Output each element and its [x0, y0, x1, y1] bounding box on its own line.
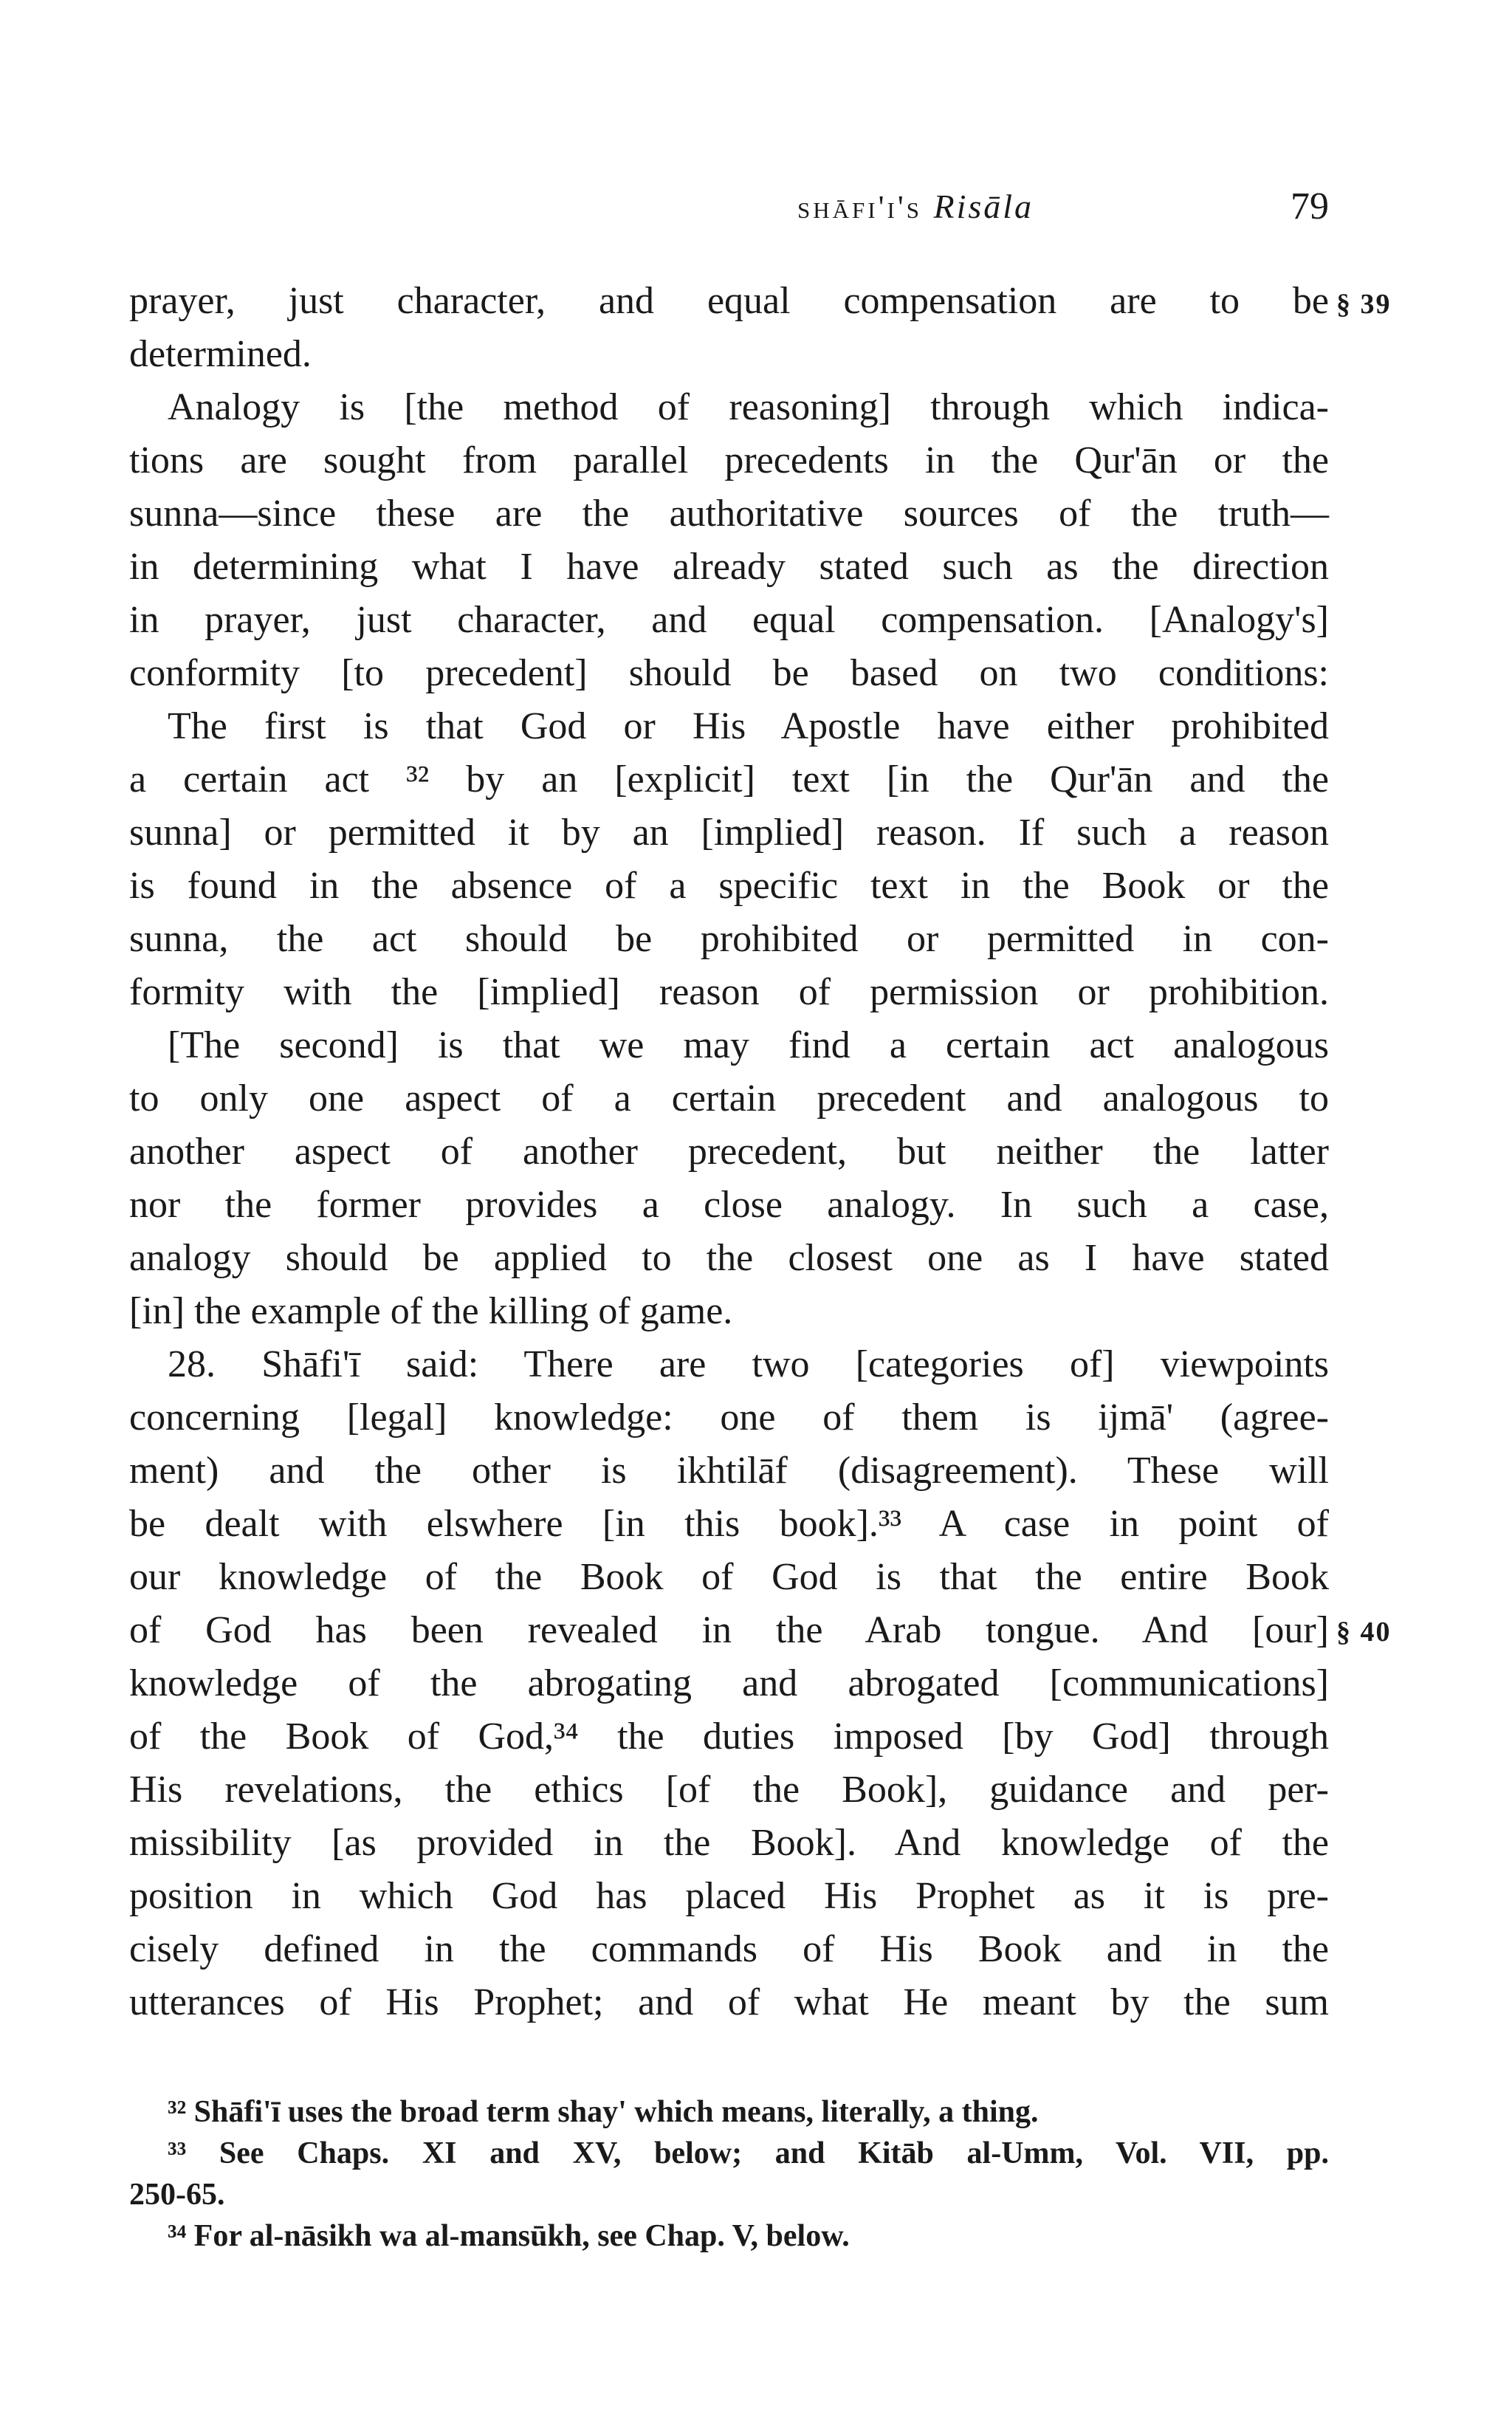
text-line: to only one aspect of a certain precedent and analogous to	[129, 1077, 1329, 1120]
text-line: of the Book of God,³⁴ the duties imposed [by God] through	[129, 1715, 1329, 1758]
text-line: [in] the example of the killing of game.	[129, 1290, 733, 1332]
text-line: concerning [legal] knowledge: one of them is ijmā' (agree-	[129, 1396, 1329, 1439]
text-line: position in which God has placed His Prophet as it is pre-	[129, 1875, 1329, 1917]
margin-ref-39: § 39	[1336, 289, 1392, 320]
text-line: ment) and the other is ikhtilāf (disagreement). These will	[129, 1450, 1329, 1492]
text-line: another aspect of another precedent, but neither the latter	[129, 1131, 1329, 1173]
text-line: of God has been revealed in the Arab tongue. And [our]	[129, 1609, 1329, 1651]
footnote-33: ³³ See Chaps. XI and XV, below; and Kitāb al-Umm, Vol. VII, pp.	[168, 2136, 1329, 2170]
running-head-author: shāfi'i's	[797, 189, 922, 225]
text-line: be dealt with elswhere [in this book].³³ A case in point of	[129, 1503, 1329, 1545]
running-head-title	[797, 181, 1034, 233]
text-line: 28. Shāfi'ī said: There are two [categories of] viewpoints	[168, 1343, 1329, 1385]
text-line: [The second] is that we may find a certain act analogous	[168, 1024, 1329, 1066]
text-line: is found in the absence of a specific text in the Book or the	[129, 865, 1329, 907]
body-text	[129, 275, 1329, 2029]
text-line: formity with the [implied] reason of permission or prohibition.	[129, 971, 1329, 1013]
text-line: utterances of His Prophet; and of what He meant by the sum	[129, 1981, 1329, 2023]
text-line: sunna—since these are the authoritative sources of the truth—	[129, 493, 1329, 535]
text-line: Analogy is [the method of reasoning] through which indica-	[168, 386, 1329, 428]
text-line: prayer, just character, and equal compensation are to be	[129, 280, 1329, 322]
text-line: our knowledge of the Book of God is that the entire Book	[129, 1556, 1329, 1598]
page-number: 79	[1291, 185, 1329, 227]
text-line: analogy should be applied to the closest one as I have stated	[129, 1237, 1329, 1279]
text-line: cisely defined in the commands of His Book and in the	[129, 1928, 1329, 1970]
text-line: in determining what I have already stated such as the direction	[129, 546, 1329, 588]
running-head	[797, 181, 1329, 233]
running-head-work: Risāla	[933, 188, 1034, 225]
footnote-34: ³⁴ For al-nāsikh wa al-mansūkh, see Chap. V, below.	[168, 2219, 850, 2253]
text-line: sunna] or permitted it by an [implied] reason. If such a reason	[129, 812, 1329, 854]
text-line: nor the former provides a close analogy. In such a case,	[129, 1184, 1329, 1226]
text-line: tions are sought from parallel precedents in the Qur'ān or the	[129, 439, 1329, 481]
text-line: sunna, the act should be prohibited or permitted in con-	[129, 918, 1329, 960]
text-line: The first is that God or His Apostle have either prohibited	[168, 705, 1329, 747]
text-line: His revelations, the ethics [of the Book], guidance and per-	[129, 1769, 1329, 1811]
text-line: knowledge of the abrogating and abrogated [communications]	[129, 1662, 1329, 1704]
text-line: in prayer, just character, and equal compensation. [Analogy's]	[129, 599, 1329, 641]
footnote-32: ³² Shāfi'ī uses the broad term shay' which means, literally, a thing.	[168, 2095, 1039, 2129]
text-line: conformity [to precedent] should be based on two conditions:	[129, 652, 1329, 694]
margin-ref-40: § 40	[1336, 1617, 1392, 1648]
text-line: determined.	[129, 333, 312, 375]
footnote-33-cont: 250-65.	[129, 2178, 225, 2212]
text-line: a certain act ³² by an [explicit] text [in the Qur'ān and the	[129, 758, 1329, 801]
footnotes	[129, 2091, 1329, 2257]
text-line: missibility [as provided in the Book]. And knowledge of the	[129, 1822, 1329, 1864]
